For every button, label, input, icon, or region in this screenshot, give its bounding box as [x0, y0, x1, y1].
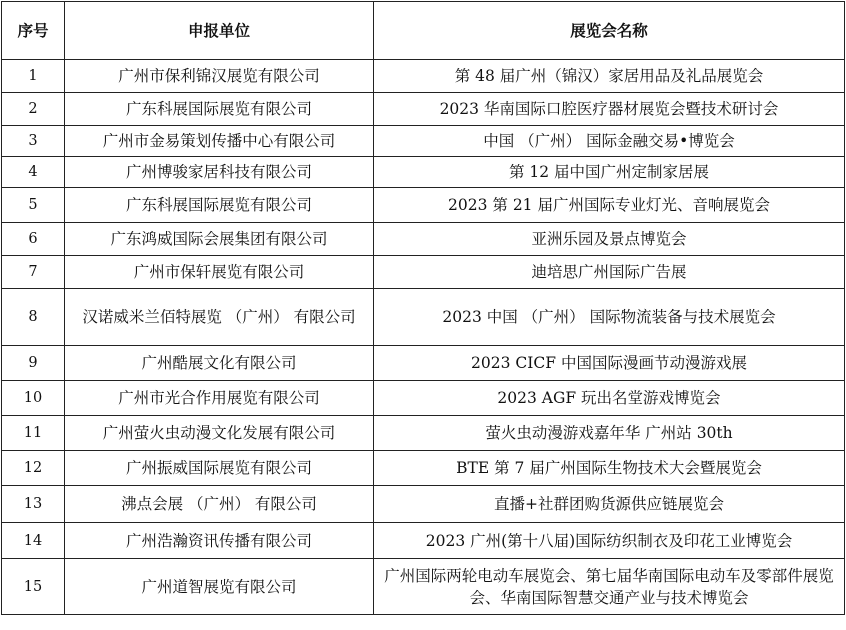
row-number: 9 [2, 346, 65, 381]
table-row [2, 346, 845, 381]
row-number: 3 [2, 126, 65, 157]
table-row [2, 93, 845, 126]
table-row [2, 486, 845, 523]
row-unit: 广州市金易策划传播中心有限公司 [65, 126, 374, 157]
row-unit: 汉诺威米兰佰特展览 （广州） 有限公司 [65, 289, 374, 346]
row-unit: 广州浩瀚资讯传播有限公司 [65, 523, 374, 559]
row-number: 7 [2, 256, 65, 289]
header-row [2, 2, 845, 60]
row-expo: 2023 CICF 中国国际漫画节动漫游戏展 [374, 346, 845, 381]
row-unit: 广州振威国际展览有限公司 [65, 451, 374, 486]
row-unit: 广州市保轩展览有限公司 [65, 256, 374, 289]
row-unit: 广东科展国际展览有限公司 [65, 93, 374, 126]
row-number: 4 [2, 157, 65, 188]
table-row [2, 523, 845, 559]
row-expo: 迪培思广州国际广告展 [374, 256, 845, 289]
row-unit: 广州萤火虫动漫文化发展有限公司 [65, 416, 374, 451]
row-number: 2 [2, 93, 65, 126]
row-expo: BTE 第 7 届广州国际生物技术大会暨展览会 [374, 451, 845, 486]
row-unit: 广州博骏家居科技有限公司 [65, 157, 374, 188]
table-row [2, 157, 845, 188]
row-number: 12 [2, 451, 65, 486]
row-expo: 亚洲乐园及景点博览会 [374, 223, 845, 256]
table-row [2, 126, 845, 157]
row-number: 5 [2, 188, 65, 223]
row-expo: 2023 广州(第十八届)国际纺织制衣及印花工业博览会 [374, 523, 845, 559]
row-expo: 萤火虫动漫游戏嘉年华 广州站 30th [374, 416, 845, 451]
row-unit: 广州市光合作用展览有限公司 [65, 381, 374, 416]
row-expo: 2023 华南国际口腔医疗器材展览会暨技术研讨会 [374, 93, 845, 126]
row-expo: 2023 中国 （广州） 国际物流装备与技术展览会 [374, 289, 845, 346]
row-unit: 沸点会展 （广州） 有限公司 [65, 486, 374, 523]
table-row [2, 451, 845, 486]
row-expo: 中国 （广州） 国际金融交易•博览会 [374, 126, 845, 157]
row-unit: 广州酷展文化有限公司 [65, 346, 374, 381]
row-expo: 2023 AGF 玩出名堂游戏博览会 [374, 381, 845, 416]
header-applicant-unit: 申报单位 [65, 2, 374, 60]
row-expo: 直播+社群团购货源供应链展览会 [374, 486, 845, 523]
exhibition-table [1, 1, 845, 615]
row-number: 14 [2, 523, 65, 559]
table-row [2, 381, 845, 416]
row-expo: 第 12 届中国广州定制家居展 [374, 157, 845, 188]
row-unit: 广州市保利锦汉展览有限公司 [65, 60, 374, 93]
table-row [2, 223, 845, 256]
row-number: 11 [2, 416, 65, 451]
table-row [2, 256, 845, 289]
header-serial-number: 序号 [2, 2, 65, 60]
row-number: 10 [2, 381, 65, 416]
row-number: 13 [2, 486, 65, 523]
row-number: 8 [2, 289, 65, 346]
row-unit: 广州道智展览有限公司 [65, 559, 374, 615]
row-number: 6 [2, 223, 65, 256]
row-number: 15 [2, 559, 65, 615]
row-unit: 广东鸿威国际会展集团有限公司 [65, 223, 374, 256]
table-row [2, 289, 845, 346]
table-row [2, 60, 845, 93]
row-number: 1 [2, 60, 65, 93]
row-expo: 2023 第 21 届广州国际专业灯光、音响展览会 [374, 188, 845, 223]
row-expo: 广州国际两轮电动车展览会、第七届华南国际电动车及零部件展览会、华南国际智慧交通产业与技术博览会 [374, 559, 845, 615]
row-expo: 第 48 届广州（锦汉）家居用品及礼品展览会 [374, 60, 845, 93]
table-row [2, 188, 845, 223]
row-unit: 广东科展国际展览有限公司 [65, 188, 374, 223]
table-row [2, 559, 845, 615]
table-row [2, 416, 845, 451]
header-exhibition-name: 展览会名称 [374, 2, 845, 60]
